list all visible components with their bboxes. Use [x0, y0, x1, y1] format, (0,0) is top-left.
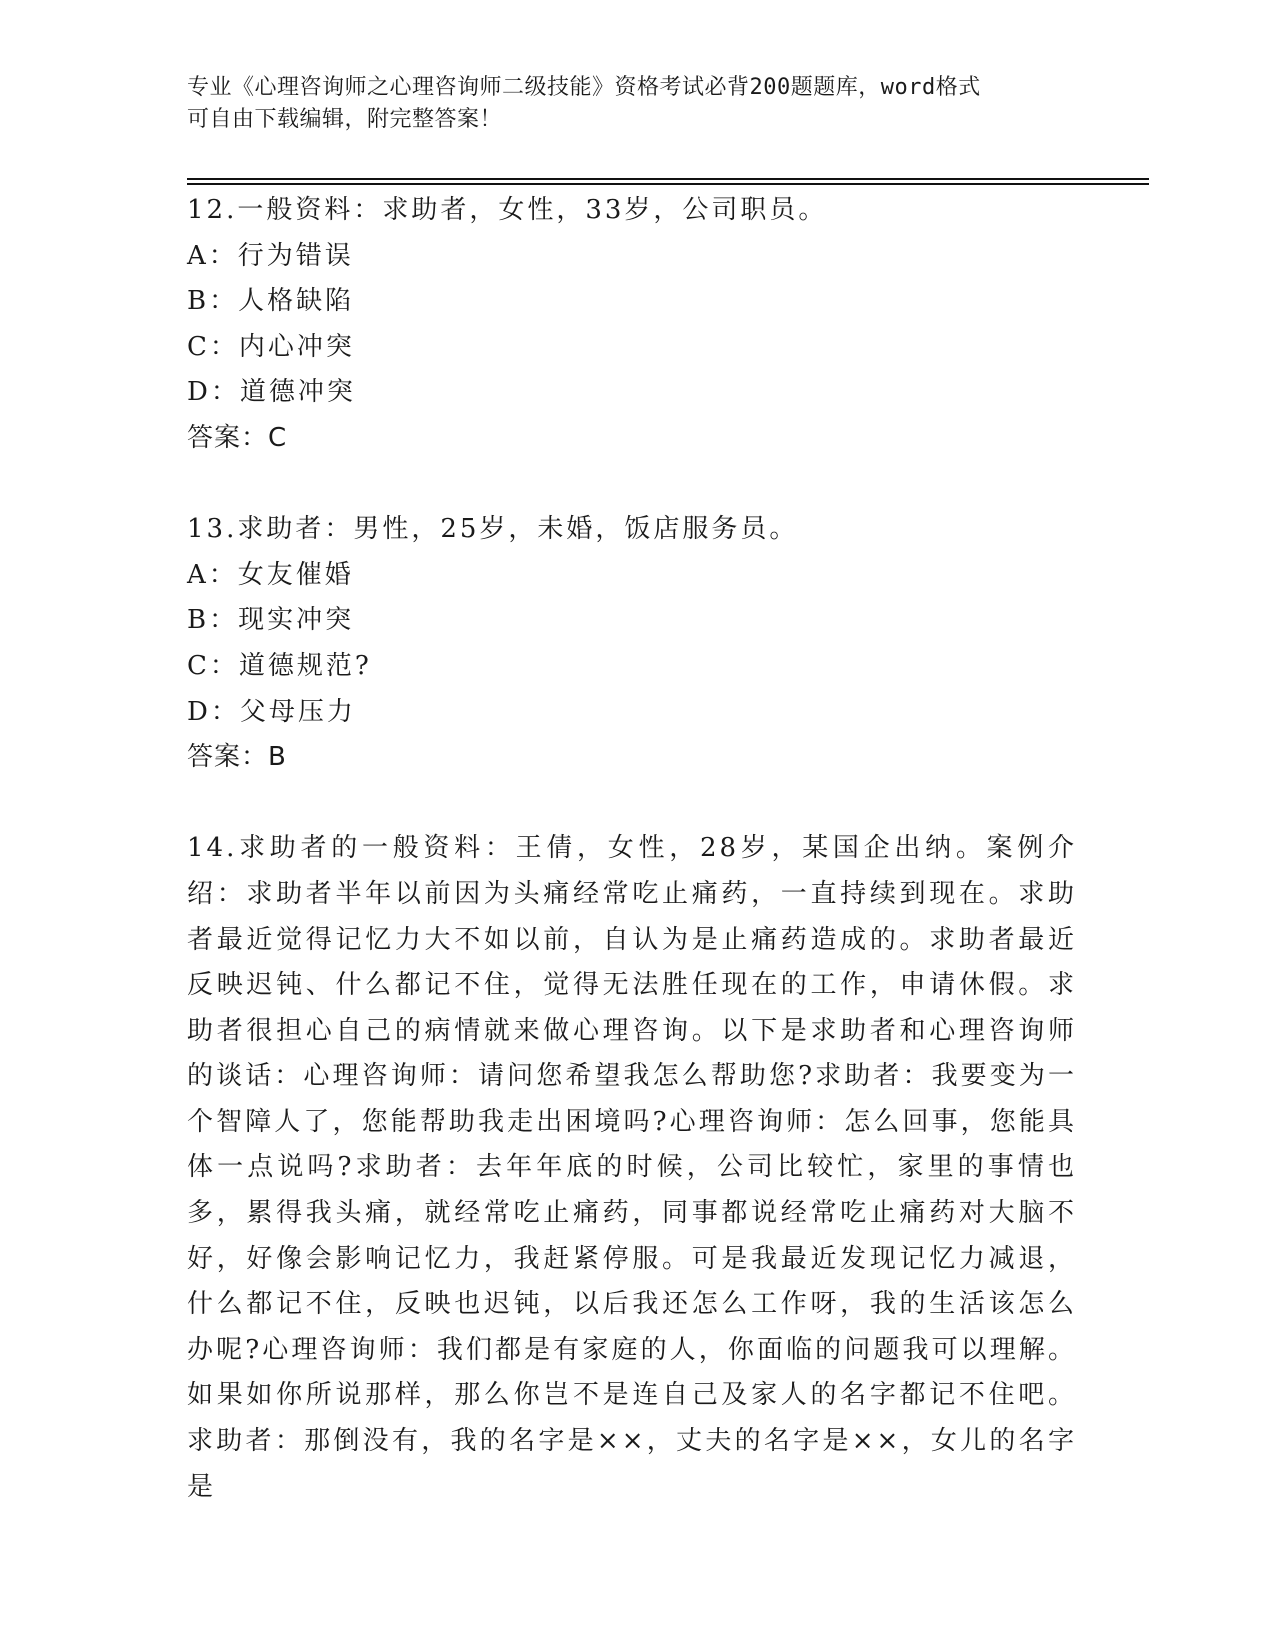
answer-line: 答案：C — [187, 422, 288, 453]
question-stem: 12.一般资料：求助者，女性，33岁，公司职员。 — [187, 195, 828, 225]
answer-line: 答案：B — [187, 742, 287, 773]
option-d: D：道德冲突 — [187, 377, 356, 408]
option-a: A：女友催婚 — [187, 559, 354, 590]
question-12 — [187, 188, 1077, 462]
option-a: A：行为错误 — [187, 240, 354, 271]
option-b: B：人格缺陷 — [187, 286, 355, 317]
spacer — [187, 781, 1077, 827]
question-14-case-text: 14.求助者的一般资料：王倩，女性，28岁，某国企出纳。案例介绍：求助者半年以前因为头痛经常吃止痛药，一直持续到现在。求助者最近觉得记忆力大不如以前，自认为是止痛药造成的。求助者最近反映迟钝、什么都记不住，觉得无法胜任现在的工作，申请休假。求助者很担心自己的病情就来做心理咨询。以下是求助者和心理咨询师的谈话：心理咨询师：请问您希望我怎么帮助您?求助者：我要变为一个智障人了，您能帮助我走出困境吗?心理咨询师：怎么回事，您能具体一点说吗?求助者：去年年底的时候，公司比较忙，家里的事情也多，累得我头痛，就经常吃止痛药，同事都说经常吃止痛药对大脑不好，好像会影响记忆力，我赶紧停服。可是我最近发现记忆力减退，什么都记不住，反映也迟钝，以后我还怎么工作呀，我的生活该怎么办呢?心理咨询师：我们都是有家庭的人，你面临的问题我可以理解。如果如你所说那样，那么你岂不是连自己及家人的名字都记不住吧。求助者：那倒没有，我的名字是××，丈夫的名字是××，女儿的名字是 — [187, 833, 1077, 1502]
option-c: C：内心冲突 — [187, 331, 355, 362]
document-body — [187, 188, 1077, 1510]
question-stem: 13.求助者：男性，25岁，未婚，饭店服务员。 — [187, 514, 799, 545]
question-13 — [187, 507, 1077, 781]
option-b: B：现实冲突 — [187, 605, 355, 636]
header-line-2: 可自由下载编辑，附完整答案！ — [187, 107, 503, 132]
spacer — [187, 462, 1077, 508]
document-header — [187, 72, 1067, 136]
option-c: C：道德规范? — [187, 650, 372, 681]
header-line-1: 专业《心理咨询师之心理咨询师二级技能》资格考试必背200题题库，word格式 — [187, 75, 981, 100]
header-divider-top — [187, 178, 1149, 180]
header-divider-bottom — [187, 183, 1149, 185]
option-d: D：父母压力 — [187, 696, 356, 727]
